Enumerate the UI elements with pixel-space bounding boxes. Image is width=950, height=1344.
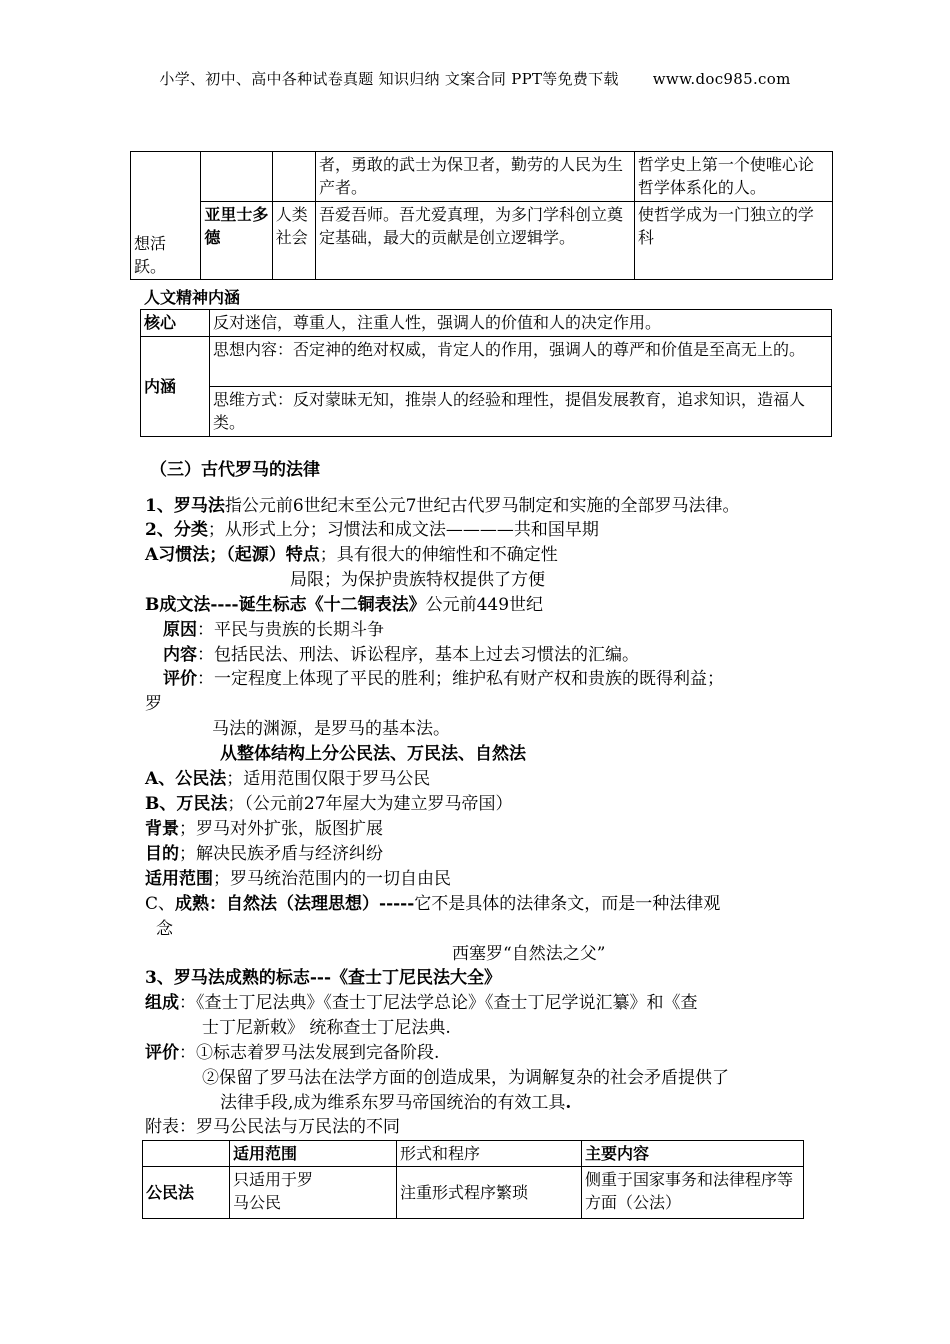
table1-cell-empty-c	[272, 152, 315, 202]
text-line-26: 附表：罗马公民法与万民法的不同	[145, 1117, 400, 1137]
text-line-18: 念	[156, 919, 173, 939]
table1-r1-c4: 者，勇敢的武士为保卫者，勤劳的人民为生产者。	[316, 152, 635, 202]
table1-r2-c3: 人类社会	[272, 202, 315, 280]
header-site: www.doc985.com	[652, 70, 791, 88]
text-line-19: 西塞罗“自然法之父”	[452, 944, 606, 964]
text-line-12: A、公民法；适用范围仅限于罗马公民	[145, 769, 431, 789]
text-line-4: 局限；为保护贵族特权提供了方便	[290, 570, 545, 590]
text-line-1: 1、罗马法指公元前6世纪末至公元7世纪古代罗马制定和实施的全部罗马法律。	[145, 496, 740, 516]
table1-r2-c2: 亚里士多德	[201, 202, 272, 280]
table3-row-0: 公民法	[143, 1167, 230, 1219]
philosophers-table	[130, 151, 833, 280]
text-line-23: 评价：①标志着罗马法发展到完备阶段.	[145, 1043, 440, 1063]
table3-header-3: 主要内容	[582, 1141, 804, 1167]
humanism-meaning-label: 内涵	[141, 337, 210, 437]
text-line-25: 法律手段,成为维系东罗马帝国统治的有效工具.	[220, 1093, 572, 1113]
humanism-meaning-2: 思维方式：反对蒙昧无知，推崇人的经验和理性，提倡发展教育，追求知识，造福人类。	[210, 387, 832, 437]
table3-row-3: 侧重于国家事务和法律程序等方面（公法）	[582, 1167, 804, 1219]
table1-r2-c4: 吾爱吾师。吾尤爱真理，为多门学科创立奠定基础，最大的贡献是创立逻辑学。	[316, 202, 635, 280]
text-line-5: B成文法----诞生标志《十二铜表法》公元前449世纪	[145, 595, 544, 615]
text-line-9: 罗	[145, 694, 162, 714]
table1-r2-c1: 想活跃。	[131, 202, 201, 280]
table3-row-2: 注重形式程序繁琐	[397, 1167, 582, 1219]
text-line-15: 目的；解决民族矛盾与经济纠纷	[145, 844, 383, 864]
table1-cell-empty-b	[201, 152, 272, 202]
page-header	[0, 68, 950, 89]
humanism-table	[140, 309, 832, 437]
text-line-10: 马法的渊源，是罗马的基本法。	[212, 719, 450, 739]
text-line-20: 3、罗马法成熟的标志---《查士丁尼民法大全》	[145, 968, 501, 988]
text-line-17: C、成熟：自然法（法理思想）-----它不是具体的法律条文，而是一种法律观	[145, 894, 721, 914]
humanism-core-text: 反对迷信，尊重人，注重人性，强调人的价值和人的决定作用。	[210, 310, 832, 337]
table3-header-2: 形式和程序	[397, 1141, 582, 1167]
humanism-title: 人文精神内涵	[144, 288, 241, 307]
text-line-16: 适用范围；罗马统治范围内的一切自由民	[145, 869, 451, 889]
text-line-7: 内容：包括民法、刑法、诉讼程序，基本上过去习惯法的汇编。	[163, 645, 639, 665]
humanism-core-label: 核心	[141, 310, 210, 337]
text-line-22: 士丁尼新敕》 统称查士丁尼法典.	[202, 1018, 451, 1038]
text-line-24: ②保留了罗马法在法学方面的创造成果，为调解复杂的社会矛盾提供了	[202, 1068, 729, 1088]
text-line-21: 组成：《查士丁尼法典》《查士丁尼法学总论》《查士丁尼学说汇纂》和《查	[145, 993, 698, 1013]
text-line-13: B、万民法；（公元前27年屋大为建立罗马帝国）	[145, 794, 513, 814]
section-title: （三）古代罗马的法律	[150, 460, 320, 480]
text-line-14: 背景；罗马对外扩张，版图扩展	[145, 819, 383, 839]
header-text: 小学、初中、高中各种试卷真题 知识归纳 文案合同 PPT等免费下载	[159, 70, 619, 88]
table3-header-0	[143, 1141, 230, 1167]
table3-row-1: 只适用于罗马公民	[230, 1167, 397, 1219]
humanism-meaning-1: 思想内容：否定神的绝对权威，肯定人的作用，强调人的尊严和价值是至高无上的。	[210, 337, 832, 387]
comparison-table	[142, 1140, 804, 1219]
table3-header-1: 适用范围	[230, 1141, 397, 1167]
table1-r1-c5: 哲学史上第一个使唯心论哲学体系化的人。	[634, 152, 832, 202]
table1-cell-empty-a	[131, 152, 201, 202]
text-line-3: A习惯法；（起源）特点；具有很大的伸缩性和不确定性	[145, 545, 558, 565]
table1-r2-c5: 使哲学成为一门独立的学科	[634, 202, 832, 280]
text-line-6: 原因：平民与贵族的长期斗争	[163, 620, 384, 640]
text-line-2: 2、分类；从形式上分；习惯法和成文法————共和国早期	[145, 520, 599, 540]
text-line-11: 从整体结构上分公民法、万民法、自然法	[220, 744, 526, 764]
text-line-8: 评价：一定程度上体现了平民的胜利；维护私有财产权和贵族的既得利益；	[163, 669, 724, 689]
